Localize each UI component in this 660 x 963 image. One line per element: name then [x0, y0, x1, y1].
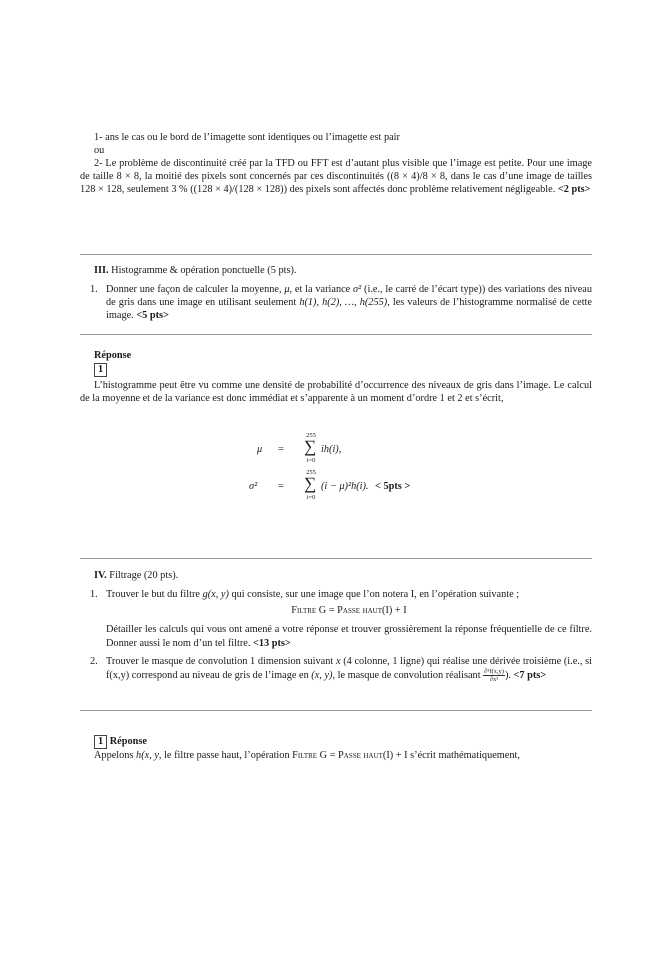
- section-divider: [80, 558, 592, 559]
- answer-3-text: L’histogramme peut être vu comme une densité de probabilité d’occurrence des niveaux de gris dans l’image. Le calcul de la moyenne et de la variance est donc immédiat et s’apparente à un moment d’ordre 1 et 2 et s’écrit,: [80, 380, 592, 405]
- points-badge: < 5pts >: [375, 481, 411, 492]
- equation-block: [245, 432, 545, 512]
- question-3-1: 1. Donner une façon de calculer la moyenne, μ, et la variance σ² (i.e., le carré de l’écart type)) des variations des niveau de gris dans une image en utilisant seulement h(1), h(2), …, h(255), les valeurs de l’histogramme normalisé de cette image. <5 pts>: [90, 284, 592, 322]
- equation-mu-lhs: μ: [257, 444, 263, 455]
- summation: 255 ∑ i=0: [304, 432, 317, 464]
- equation-sigma-lhs: σ²: [249, 481, 258, 492]
- equals-sign: =: [278, 481, 284, 492]
- section-divider: [80, 334, 592, 335]
- answer-heading: Réponse: [94, 350, 132, 361]
- points-badge: <5 pts>: [136, 310, 169, 322]
- equation-mu-rhs: ih(i),: [321, 444, 342, 455]
- answer-number-box: 1: [94, 363, 107, 377]
- points-badge: <2 pts>: [557, 184, 591, 196]
- filter-formula: Filtre G = Passe haut(I) + I: [291, 605, 407, 617]
- intro-line-1: 1- ans le cas ou le bord de l’imagette sont identiques ou l’imagette est pair: [94, 132, 400, 143]
- answer-4-text: Appelons h(x, y, le filtre passe haut, l’opération Filtre G = Passe haut(I) + I s’écrit mathématiquement,: [94, 750, 520, 761]
- points-badge: <7 pts>: [513, 669, 547, 681]
- intro-paragraph-2: 2- Le problème de discontinuité créé par la TFD ou FFT est d’autant plus visible que l’image est petite. Pour une image de taille 8 × 8, la moitié des pixels sont concernés par ces discontinuités ((8 × 4)/8 × 8, dans le cas d’une image de tailles 128 × 128, seulement 3 % ((128 × 4)/(128 × 128)) des pixels sont affectés donc problème relativement négligeable. <2 pts>: [80, 158, 592, 196]
- question-4-2: 2. Trouver le masque de convolution 1 dimension suivant x (4 colonne, 1 ligne) qui réalise une dérivée troisième (i.e., si f(x,y) correspond au niveau de gris de l’image en (x, y), le masque de convolution réalisant $\frac{\text{∂³f(x,y)}}{\text{∂x³}}$ ). <7 pts>: [90, 655, 592, 684]
- answer-4-heading: 1 Réponse: [94, 735, 147, 749]
- third-derivative-fraction: $\frac{\text{∂³f(x,y)}}{\text{∂x³}}$: [484, 668, 504, 684]
- section-4-title: IV. Filtrage (20 pts).: [94, 570, 179, 581]
- section-divider: [80, 710, 592, 711]
- equals-sign: =: [278, 444, 284, 455]
- section-4-questions: [80, 588, 592, 683]
- section-3-questions: [80, 283, 592, 323]
- section-divider: [80, 254, 592, 255]
- equation-sigma-rhs: (i − μ)²h(i).: [321, 481, 369, 492]
- summation: 255 ∑ i=0: [304, 469, 317, 501]
- question-4-1: 1. Trouver le but du filtre g(x, y) qui consiste, sur une image que l’on notera I, en l’opération suivante ; Filtre G = Passe haut(I) + I Détailler les calculs qui vous ont amené a votre réponse et trouver grossièrement la réponse fréquentielle de ce filtre. Donner aussi le nom d’un tel filtre. <13 pts>: [90, 589, 592, 649]
- intro-or: ou: [94, 145, 105, 156]
- section-3-title: III. Histogramme & opération ponctuelle (5 pts).: [94, 265, 297, 276]
- points-badge: <13 pts>: [252, 637, 291, 649]
